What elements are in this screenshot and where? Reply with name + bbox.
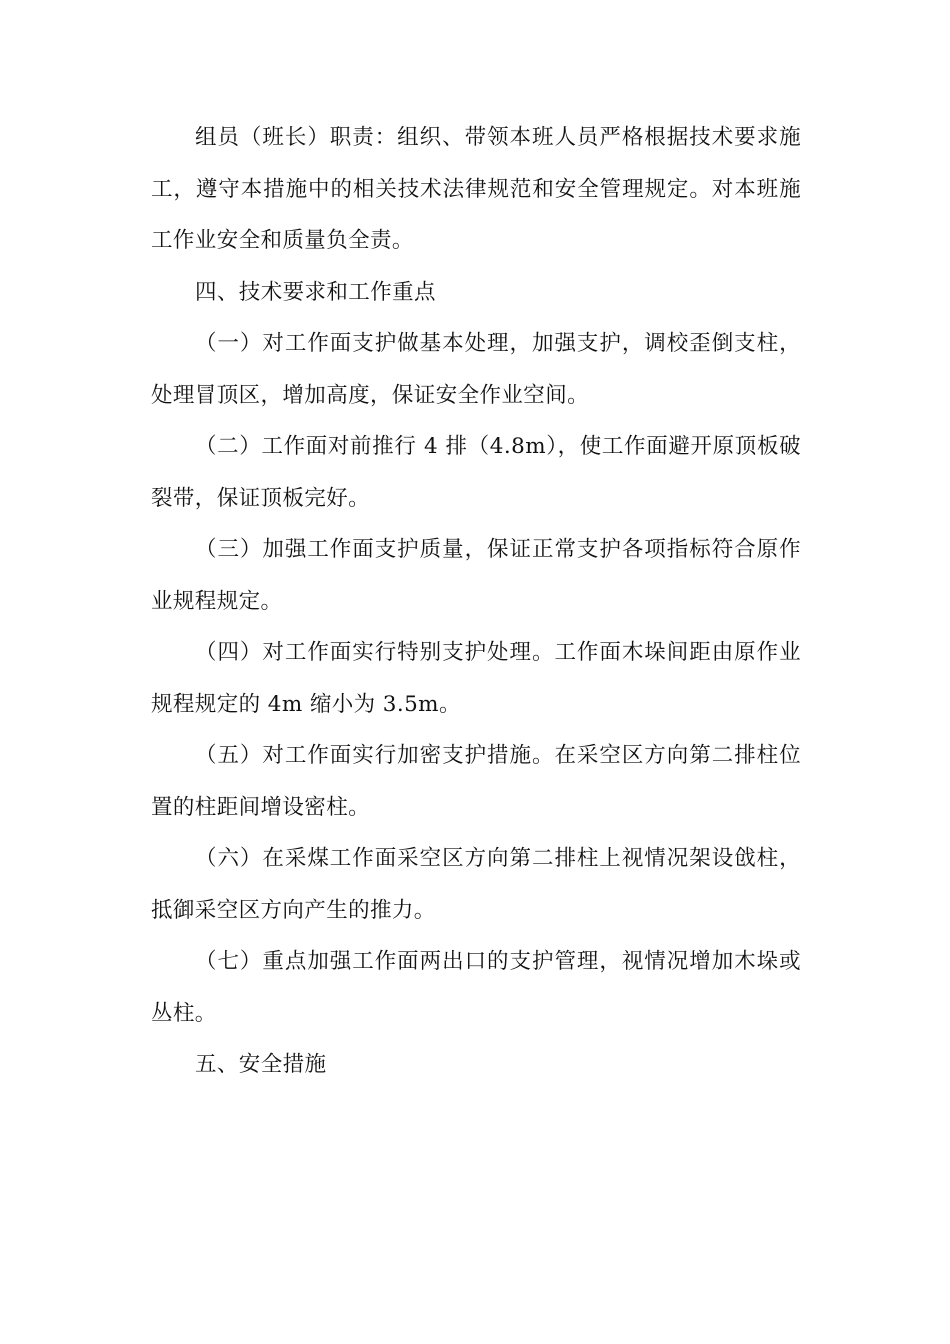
paragraph-item-4: （四）对工作面实行特别支护处理。工作面木垛间距由原作业规程规定的 4m 缩小为 3.5m。 <box>151 640 801 717</box>
paragraph-item-1: （一）对工作面支护做基本处理，加强支护，调校歪倒支柱，处理冒顶区，增加高度，保证安全作业空间。 <box>151 331 801 408</box>
section-heading-technical-requirements: 四、技术要求和工作重点 <box>195 279 436 305</box>
paragraph-item-2: （二）工作面对前推行 4 排（4.8m），使工作面避开原顶板破裂带，保证顶板完好。 <box>151 434 801 511</box>
paragraph-item-3: （三）加强工作面支护质量，保证正常支护各项指标符合原作业规程规定。 <box>151 537 801 614</box>
paragraph-team-leader-duties: 组员（班长）职责：组织、带领本班人员严格根据技术要求施工，遵守本措施中的相关技术法律规范和安全管理规定。对本班施工作业安全和质量负全责。 <box>151 125 801 253</box>
document-body <box>151 112 801 1091</box>
paragraph-item-5: （五）对工作面实行加密支护措施。在采空区方向第二排柱位置的柱距间增设密柱。 <box>151 743 801 820</box>
paragraph-item-7: （七）重点加强工作面两出口的支护管理，视情况增加木垛或丛柱。 <box>151 949 801 1026</box>
section-heading-safety-measures: 五、安全措施 <box>195 1052 327 1077</box>
paragraph-item-6: （六）在采煤工作面采空区方向第二排柱上视情况架设戗柱，抵御采空区方向产生的推力。 <box>151 846 801 923</box>
